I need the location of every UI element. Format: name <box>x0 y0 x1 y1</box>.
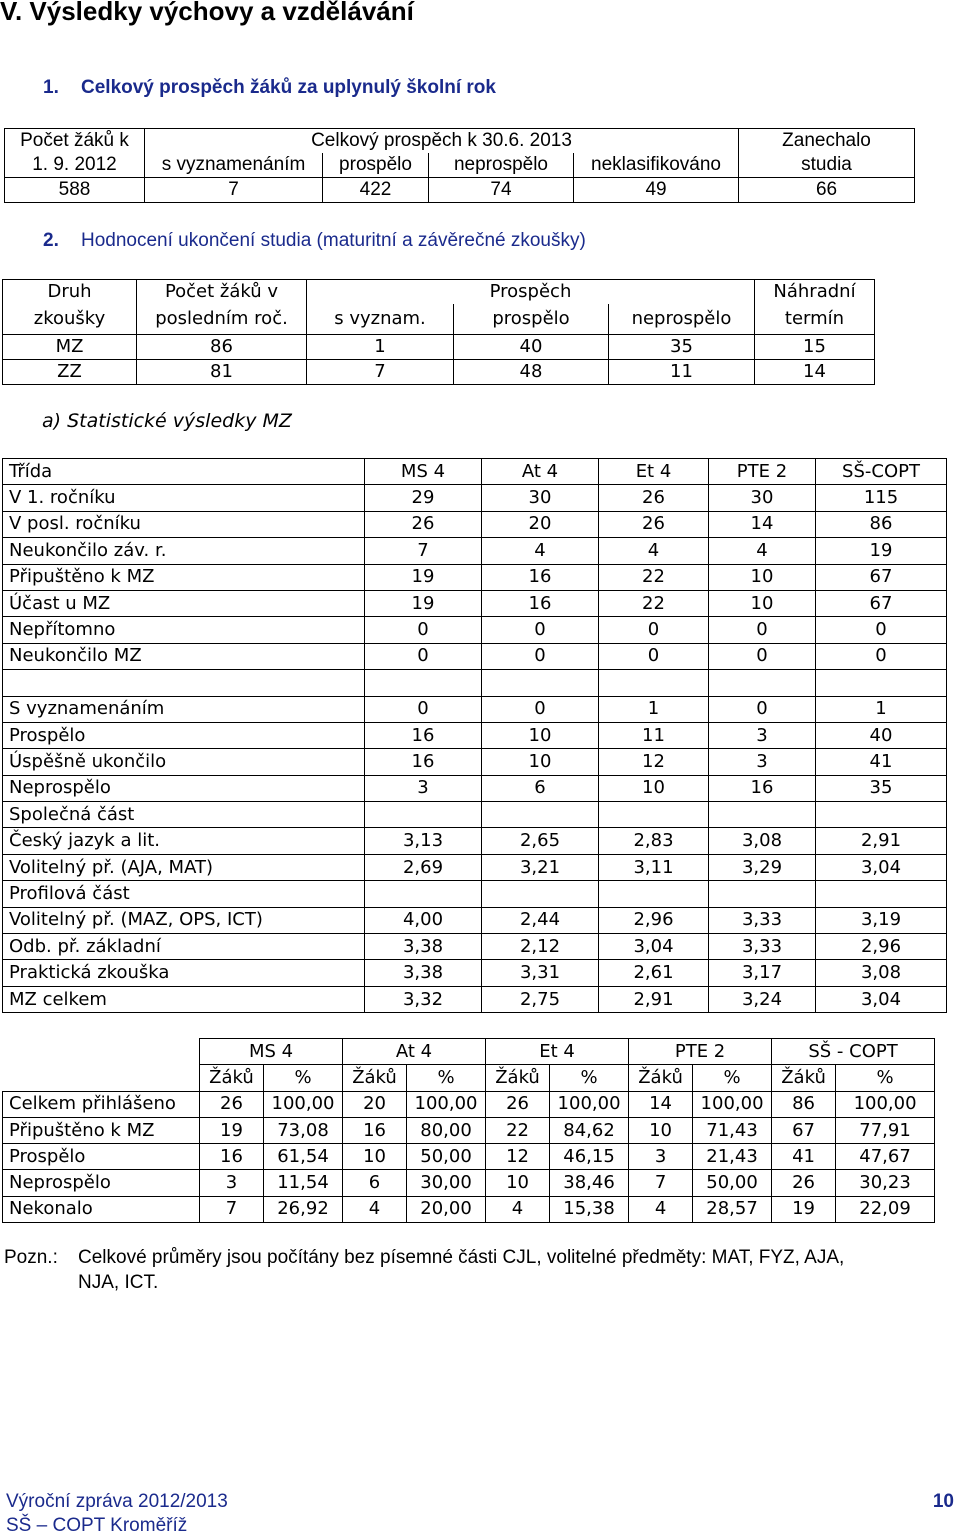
table-cell: 14 <box>709 511 816 537</box>
header-cell: prospělo <box>454 304 609 335</box>
table-row <box>3 538 947 564</box>
row-label: Neprospělo <box>3 1170 200 1196</box>
table-cell: 16 <box>343 1117 407 1143</box>
table-cell: 588 <box>5 178 145 203</box>
table-cell: 50,00 <box>693 1170 772 1196</box>
table-cell: 77,91 <box>836 1117 935 1143</box>
table-cell: 1 <box>307 335 454 360</box>
table-row <box>3 749 947 775</box>
header-cell: studia <box>739 153 915 178</box>
header-cell: Žáků <box>772 1065 836 1091</box>
header-cell: posledním roč. <box>137 304 307 335</box>
table-cell <box>482 670 599 696</box>
table-cell: 0 <box>599 643 709 669</box>
table-cell: 40 <box>816 722 947 748</box>
row-label: V 1. ročníku <box>3 485 365 511</box>
table-cell: 2,65 <box>482 828 599 854</box>
table-cell: 3,21 <box>482 854 599 880</box>
row-label: V posl. ročníku <box>3 511 365 537</box>
table-cell: 10 <box>709 564 816 590</box>
table-cell: 35 <box>609 335 755 360</box>
table-cell: 0 <box>482 696 599 722</box>
table-cell: 26 <box>200 1091 264 1117</box>
header-cell: % <box>264 1065 343 1091</box>
table-row <box>3 854 947 880</box>
row-label: MZ celkem <box>3 986 365 1012</box>
table-cell: 6 <box>482 775 599 801</box>
page-number: 10 <box>932 1491 954 1512</box>
table-cell: 0 <box>816 643 947 669</box>
table-cell: 3,38 <box>365 934 482 960</box>
group-header-cell: At 4 <box>343 1039 486 1065</box>
table-cell <box>816 670 947 696</box>
table-row <box>3 907 947 933</box>
footer-report-title: Výroční zpráva 2012/2013 <box>6 1491 228 1512</box>
table-cell: 30 <box>482 485 599 511</box>
header-cell: Prospěch <box>307 280 755 305</box>
row-label: Neukončilo záv. r. <box>3 538 365 564</box>
table-cell: 50,00 <box>407 1144 486 1170</box>
table-cell: 16 <box>365 722 482 748</box>
row-label: Společná část <box>3 802 365 828</box>
header-cell: PTE 2 <box>709 459 816 485</box>
table-cell: 86 <box>816 511 947 537</box>
table-cell: 26 <box>599 485 709 511</box>
table-cell: 422 <box>323 178 429 203</box>
table-cell: 26 <box>772 1170 836 1196</box>
table-cell: 0 <box>709 696 816 722</box>
table-cell: 0 <box>365 696 482 722</box>
table-row <box>3 1117 935 1143</box>
section-number: 1. <box>43 77 59 98</box>
table-row <box>3 1144 935 1170</box>
table-cell <box>365 802 482 828</box>
header-cell: At 4 <box>482 459 599 485</box>
mz-percentages-table <box>2 1038 935 1223</box>
note-line-1: Celkové průměry jsou počítány bez písemné části CJL, volitelné předměty: MAT, FYZ, AJA, <box>78 1247 845 1268</box>
overall-results-table <box>4 128 915 203</box>
header-cell: Žáků <box>629 1065 693 1091</box>
row-label: Odb. př. základní <box>3 934 365 960</box>
table-cell: 2,44 <box>482 907 599 933</box>
table-cell: 10 <box>629 1117 693 1143</box>
table-cell: 71,43 <box>693 1117 772 1143</box>
table-cell: 1 <box>816 696 947 722</box>
table-row <box>3 1170 935 1196</box>
table-cell: 19 <box>200 1117 264 1143</box>
table-cell: 3,38 <box>365 960 482 986</box>
table-row <box>3 802 947 828</box>
row-label: Nekonalo <box>3 1196 200 1222</box>
table-cell: 100,00 <box>693 1091 772 1117</box>
table-header-row <box>3 1039 935 1065</box>
row-label: Připuštěno k MZ <box>3 1117 200 1143</box>
table-cell: 81 <box>137 360 307 385</box>
table-cell <box>709 881 816 907</box>
table-cell: 3 <box>629 1144 693 1170</box>
table-cell: 10 <box>709 590 816 616</box>
mz-statistics-table <box>2 458 947 1013</box>
table-cell: 4 <box>486 1196 550 1222</box>
table-cell: 30,00 <box>407 1170 486 1196</box>
table-row <box>3 485 947 511</box>
table-row <box>3 881 947 907</box>
section-heading-2 <box>43 230 586 252</box>
table-cell: 4 <box>343 1196 407 1222</box>
table-row <box>3 960 947 986</box>
table-cell: 19 <box>816 538 947 564</box>
header-cell: Druh <box>3 280 137 305</box>
table-cell: 3,08 <box>816 960 947 986</box>
table-cell <box>816 881 947 907</box>
table-cell: 21,43 <box>693 1144 772 1170</box>
header-cell: Et 4 <box>599 459 709 485</box>
table-cell: 0 <box>709 643 816 669</box>
table-cell: 16 <box>709 775 816 801</box>
table-cell: 74 <box>429 178 574 203</box>
table-cell: 14 <box>629 1091 693 1117</box>
table-cell <box>599 881 709 907</box>
table-cell: 26 <box>599 511 709 537</box>
table-cell: 3,29 <box>709 854 816 880</box>
exam-results-table <box>2 279 875 385</box>
table-cell: 47,67 <box>836 1144 935 1170</box>
header-cell: prospělo <box>323 153 429 178</box>
table-cell: 11,54 <box>264 1170 343 1196</box>
header-cell: Žáků <box>343 1065 407 1091</box>
header-cell: zkoušky <box>3 304 137 335</box>
table-cell: 16 <box>200 1144 264 1170</box>
table-cell: 29 <box>365 485 482 511</box>
row-label: Neukončilo MZ <box>3 643 365 669</box>
table-cell: 3,04 <box>599 934 709 960</box>
table-cell: 3,33 <box>709 934 816 960</box>
table-cell: 22 <box>486 1117 550 1143</box>
section-number: 2. <box>43 230 59 251</box>
table-row <box>3 670 947 696</box>
table-cell: 100,00 <box>264 1091 343 1117</box>
table-cell: 10 <box>482 749 599 775</box>
table-cell <box>365 670 482 696</box>
table-row <box>3 1091 935 1117</box>
table-cell <box>599 670 709 696</box>
table-cell: 3,13 <box>365 828 482 854</box>
row-label: Český jazyk a lit. <box>3 828 365 854</box>
table-cell: 7 <box>145 178 323 203</box>
table-cell: 4 <box>629 1196 693 1222</box>
header-cell: SŠ-COPT <box>816 459 947 485</box>
table-cell <box>482 881 599 907</box>
group-header-cell: Et 4 <box>486 1039 629 1065</box>
note-label: Pozn.: <box>4 1247 58 1268</box>
table-cell: 2,91 <box>816 828 947 854</box>
table-cell: 100,00 <box>836 1091 935 1117</box>
row-label: Prospělo <box>3 722 365 748</box>
table-cell: 100,00 <box>550 1091 629 1117</box>
table-cell: 7 <box>365 538 482 564</box>
table-cell: 15 <box>755 335 875 360</box>
row-label: Celkem přihlášeno <box>3 1091 200 1117</box>
table-row <box>3 590 947 616</box>
table-cell: 26,92 <box>264 1196 343 1222</box>
row-label: Nepřítomno <box>3 617 365 643</box>
table-cell: 26 <box>365 511 482 537</box>
table-cell: 41 <box>772 1144 836 1170</box>
table-cell: 2,83 <box>599 828 709 854</box>
note-line-2: NJA, ICT. <box>78 1272 159 1293</box>
table-header-row <box>3 459 947 485</box>
row-label: Účast u MZ <box>3 590 365 616</box>
table-cell: 86 <box>137 335 307 360</box>
header-cell: % <box>693 1065 772 1091</box>
header-cell: % <box>836 1065 935 1091</box>
table-cell: 115 <box>816 485 947 511</box>
table-cell: 4 <box>482 538 599 564</box>
table-cell: 3,31 <box>482 960 599 986</box>
table-cell: 4 <box>599 538 709 564</box>
table-cell: 40 <box>454 335 609 360</box>
table-cell: 4 <box>709 538 816 564</box>
table-cell: 1 <box>599 696 709 722</box>
table-cell: 38,46 <box>550 1170 629 1196</box>
table-cell: 48 <box>454 360 609 385</box>
table-cell: 20,00 <box>407 1196 486 1222</box>
header-cell: Náhradní <box>755 280 875 305</box>
table-cell: 0 <box>816 617 947 643</box>
table-cell: 0 <box>482 617 599 643</box>
table-header-row <box>3 1065 935 1091</box>
table-cell: 0 <box>365 643 482 669</box>
table-cell: 15,38 <box>550 1196 629 1222</box>
header-cell: neprospělo <box>609 304 755 335</box>
table-cell: 61,54 <box>264 1144 343 1170</box>
table-cell: 3,04 <box>816 854 947 880</box>
table-row <box>3 934 947 960</box>
table-row <box>3 775 947 801</box>
table-cell: 30 <box>709 485 816 511</box>
group-header-cell: MS 4 <box>200 1039 343 1065</box>
header-cell: % <box>550 1065 629 1091</box>
table-cell: 28,57 <box>693 1196 772 1222</box>
table-cell: 80,00 <box>407 1117 486 1143</box>
table-cell: 2,96 <box>599 907 709 933</box>
table-cell: 12 <box>599 749 709 775</box>
row-label: Profilová část <box>3 881 365 907</box>
header-cell: s vyznamenáním <box>145 153 323 178</box>
row-label: S vyznamenáním <box>3 696 365 722</box>
table-cell: 10 <box>486 1170 550 1196</box>
table-cell: 73,08 <box>264 1117 343 1143</box>
table-row <box>3 1196 935 1222</box>
header-cell: Počet žáků v <box>137 280 307 305</box>
empty-corner-cell <box>3 1039 200 1065</box>
table-cell: 22 <box>599 590 709 616</box>
table-cell: 19 <box>365 564 482 590</box>
table-cell: 49 <box>574 178 739 203</box>
table-cell: 86 <box>772 1091 836 1117</box>
header-cell: termín <box>755 304 875 335</box>
table-cell: 10 <box>482 722 599 748</box>
empty-corner-cell <box>3 1065 200 1091</box>
page-title: V. Výsledky výchovy a vzdělávání <box>0 0 414 26</box>
table-cell: 67 <box>772 1117 836 1143</box>
header-cell: 1. 9. 2012 <box>5 153 145 178</box>
header-cell: s vyznam. <box>307 304 454 335</box>
table-cell <box>482 802 599 828</box>
table-cell: 20 <box>482 511 599 537</box>
table-cell: 7 <box>629 1170 693 1196</box>
table-cell: 12 <box>486 1144 550 1170</box>
table-cell: 7 <box>307 360 454 385</box>
table-cell: 3,19 <box>816 907 947 933</box>
section-heading-1 <box>43 77 496 99</box>
table-row <box>3 722 947 748</box>
table-cell: 7 <box>200 1196 264 1222</box>
table-cell: 19 <box>365 590 482 616</box>
table-cell: 41 <box>816 749 947 775</box>
subsection-heading: a) Statistické výsledky MZ <box>42 410 292 432</box>
table-row <box>3 564 947 590</box>
table-cell: 14 <box>755 360 875 385</box>
table-cell: 2,61 <box>599 960 709 986</box>
header-cell: MS 4 <box>365 459 482 485</box>
row-label: Připuštěno k MZ <box>3 564 365 590</box>
table-cell: 3 <box>709 749 816 775</box>
table-cell: 10 <box>343 1144 407 1170</box>
row-label: Volitelný př. (MAZ, OPS, ICT) <box>3 907 365 933</box>
row-label: Prospělo <box>3 1144 200 1170</box>
table-row <box>3 511 947 537</box>
row-label: Volitelný př. (AJA, MAT) <box>3 854 365 880</box>
table-row <box>3 828 947 854</box>
table-row <box>3 335 875 360</box>
table-cell: MZ <box>3 335 137 360</box>
table-cell: 66 <box>739 178 915 203</box>
table-cell <box>599 802 709 828</box>
header-cell: Počet žáků k <box>5 129 145 154</box>
table-cell: 20 <box>343 1091 407 1117</box>
table-cell: 19 <box>772 1196 836 1222</box>
header-cell: neklasifikováno <box>574 153 739 178</box>
table-cell: 0 <box>709 617 816 643</box>
table-cell: 22 <box>599 564 709 590</box>
table-cell <box>709 670 816 696</box>
table-cell: 11 <box>599 722 709 748</box>
row-label: Neprospělo <box>3 775 365 801</box>
table-cell: 16 <box>482 590 599 616</box>
group-header-cell: PTE 2 <box>629 1039 772 1065</box>
table-row <box>5 178 915 203</box>
section-title: Celkový prospěch žáků za uplynulý školní rok <box>81 77 496 98</box>
table-cell: 16 <box>482 564 599 590</box>
header-cell: neprospělo <box>429 153 574 178</box>
row-label <box>3 670 365 696</box>
table-cell: 3,04 <box>816 986 947 1012</box>
header-cell: Celkový prospěch k 30.6. 2013 <box>145 129 739 154</box>
table-cell: 3 <box>200 1170 264 1196</box>
table-cell: 2,69 <box>365 854 482 880</box>
table-cell: 10 <box>599 775 709 801</box>
table-cell: 2,91 <box>599 986 709 1012</box>
table-cell: 3,08 <box>709 828 816 854</box>
table-cell: 100,00 <box>407 1091 486 1117</box>
table-cell: 3,17 <box>709 960 816 986</box>
table-row <box>3 986 947 1012</box>
table-cell <box>816 802 947 828</box>
row-label: Úspěšně ukončilo <box>3 749 365 775</box>
table-cell: 26 <box>486 1091 550 1117</box>
table-cell: 84,62 <box>550 1117 629 1143</box>
table-cell: 35 <box>816 775 947 801</box>
header-cell: % <box>407 1065 486 1091</box>
table-cell: 2,75 <box>482 986 599 1012</box>
table-cell: 3,24 <box>709 986 816 1012</box>
table-cell <box>365 881 482 907</box>
header-cell: Žáků <box>200 1065 264 1091</box>
table-cell: ZZ <box>3 360 137 385</box>
header-cell: Zanechalo <box>739 129 915 154</box>
table-cell: 0 <box>365 617 482 643</box>
group-header-cell: SŠ - COPT <box>772 1039 935 1065</box>
table-cell: 0 <box>482 643 599 669</box>
table-row <box>3 360 875 385</box>
table-cell: 22,09 <box>836 1196 935 1222</box>
header-cell: Třída <box>3 459 365 485</box>
table-cell: 30,23 <box>836 1170 935 1196</box>
table-row <box>3 643 947 669</box>
table-cell: 16 <box>365 749 482 775</box>
table-cell: 11 <box>609 360 755 385</box>
table-cell: 4,00 <box>365 907 482 933</box>
table-cell: 0 <box>599 617 709 643</box>
table-cell: 3 <box>365 775 482 801</box>
table-cell: 46,15 <box>550 1144 629 1170</box>
table-cell: 3,11 <box>599 854 709 880</box>
table-cell: 67 <box>816 590 947 616</box>
table-cell: 67 <box>816 564 947 590</box>
footer-school-name: SŠ – COPT Kroměříž <box>6 1515 188 1536</box>
table-row <box>3 696 947 722</box>
header-cell: Žáků <box>486 1065 550 1091</box>
table-cell: 2,12 <box>482 934 599 960</box>
table-cell: 3 <box>709 722 816 748</box>
table-cell: 3,33 <box>709 907 816 933</box>
section-title: Hodnocení ukončení studia (maturitní a závěrečné zkoušky) <box>81 230 586 251</box>
table-cell: 6 <box>343 1170 407 1196</box>
table-cell: 2,96 <box>816 934 947 960</box>
table-cell: 3,32 <box>365 986 482 1012</box>
table-cell <box>709 802 816 828</box>
row-label: Praktická zkouška <box>3 960 365 986</box>
table-row <box>3 617 947 643</box>
